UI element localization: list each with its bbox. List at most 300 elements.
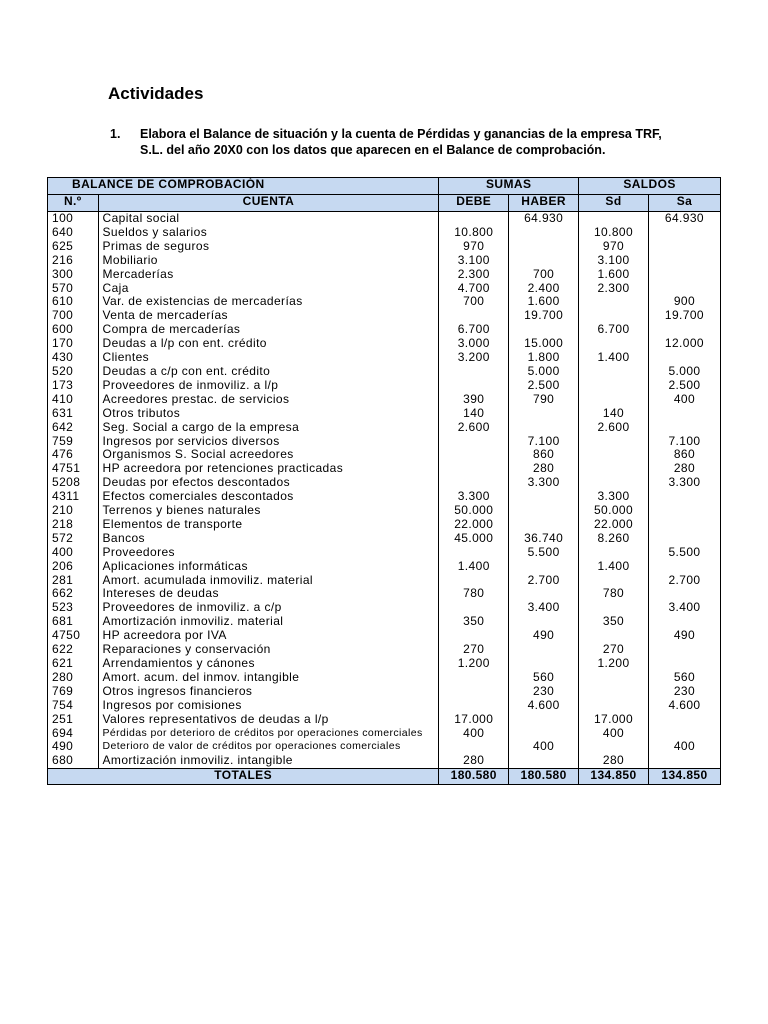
debe-value [439, 671, 509, 685]
account-name: Mobiliario [98, 254, 439, 268]
table-row [48, 601, 721, 615]
sd-value [579, 671, 649, 685]
account-name: Deudas a l/p con ent. crédito [98, 337, 439, 351]
table-row [48, 727, 721, 741]
totals-label: TOTALES [48, 769, 439, 785]
account-number: 520 [48, 365, 99, 379]
debe-value: 270 [439, 643, 509, 657]
account-name: Proveedores de inmoviliz. a l/p [98, 379, 439, 393]
account-number: 5208 [48, 476, 99, 490]
debe-value: 1.400 [439, 560, 509, 574]
sa-value: 560 [648, 671, 720, 685]
account-name: Deterioro de valor de créditos por operaciones comerciales [98, 740, 439, 754]
activity-statement [110, 126, 670, 158]
sumas-header: SUMAS [439, 178, 579, 195]
table-row [48, 615, 721, 629]
sd-value [579, 476, 649, 490]
account-name: Amort. acumulada inmoviliz. material [98, 574, 439, 588]
sd-value [579, 212, 649, 226]
account-name: Amort. acum. del inmov. intangible [98, 671, 439, 685]
sd-value [579, 629, 649, 643]
sd-value: 3.300 [579, 490, 649, 504]
table-row [48, 393, 721, 407]
debe-value: 780 [439, 587, 509, 601]
col-header-haber: HABER [509, 195, 579, 212]
sa-value: 64.930 [648, 212, 720, 226]
account-number: 173 [48, 379, 99, 393]
account-number: 170 [48, 337, 99, 351]
debe-value: 3.300 [439, 490, 509, 504]
debe-value: 10.800 [439, 226, 509, 240]
account-name: Amortización inmoviliz. material [98, 615, 439, 629]
account-name: Ingresos por comisiones [98, 699, 439, 713]
sa-value [648, 587, 720, 601]
table-row [48, 421, 721, 435]
account-name: HP acreedora por IVA [98, 629, 439, 643]
account-number: 640 [48, 226, 99, 240]
debe-value: 4.700 [439, 282, 509, 296]
sd-value: 10.800 [579, 226, 649, 240]
account-name: Caja [98, 282, 439, 296]
sa-value: 3.400 [648, 601, 720, 615]
account-number: 100 [48, 212, 99, 226]
account-name: Otros tributos [98, 407, 439, 421]
debe-value [439, 435, 509, 449]
col-header-sa: Sa [648, 195, 720, 212]
sa-value: 12.000 [648, 337, 720, 351]
account-name: Venta de mercaderías [98, 309, 439, 323]
account-number: 769 [48, 685, 99, 699]
haber-value: 700 [509, 268, 579, 282]
sa-value [648, 643, 720, 657]
sa-value [648, 727, 720, 741]
haber-value [509, 490, 579, 504]
table-row [48, 504, 721, 518]
account-name: Valores representativos de deudas a l/p [98, 713, 439, 727]
sa-value [648, 226, 720, 240]
table-row [48, 351, 721, 365]
account-number: 600 [48, 323, 99, 337]
sd-value [579, 462, 649, 476]
sd-value: 1.600 [579, 268, 649, 282]
sd-value [579, 309, 649, 323]
sa-value [648, 504, 720, 518]
haber-value: 490 [509, 629, 579, 643]
account-number: 400 [48, 546, 99, 560]
debe-value [439, 476, 509, 490]
account-name: Proveedores [98, 546, 439, 560]
table-row [48, 462, 721, 476]
table-row [48, 546, 721, 560]
account-number: 610 [48, 295, 99, 309]
sa-value [648, 518, 720, 532]
haber-value [509, 727, 579, 741]
account-name: Acreedores prestac. de servicios [98, 393, 439, 407]
account-name: Sueldos y salarios [98, 226, 439, 240]
total-sd: 134.850 [579, 769, 649, 785]
col-header-n: N.º [48, 195, 99, 212]
col-header-debe: DEBE [439, 195, 509, 212]
sd-value [579, 295, 649, 309]
table-row [48, 476, 721, 490]
activity-number: 1. [110, 127, 121, 141]
debe-value: 6.700 [439, 323, 509, 337]
sd-value: 970 [579, 240, 649, 254]
haber-value: 7.100 [509, 435, 579, 449]
sd-value: 6.700 [579, 323, 649, 337]
table-row [48, 407, 721, 421]
account-number: 694 [48, 727, 99, 741]
sa-value: 7.100 [648, 435, 720, 449]
table-row [48, 323, 721, 337]
table-row [48, 309, 721, 323]
table-row [48, 295, 721, 309]
table-row [48, 587, 721, 601]
debe-value: 390 [439, 393, 509, 407]
account-name: Primas de seguros [98, 240, 439, 254]
sd-value [579, 546, 649, 560]
table-row [48, 448, 721, 462]
account-number: 216 [48, 254, 99, 268]
account-number: 570 [48, 282, 99, 296]
debe-value: 50.000 [439, 504, 509, 518]
account-name: Reparaciones y conservación [98, 643, 439, 657]
table-group-header [48, 178, 721, 195]
sd-value: 3.100 [579, 254, 649, 268]
haber-value: 280 [509, 462, 579, 476]
table-row [48, 754, 721, 768]
sa-value [648, 254, 720, 268]
sa-value: 280 [648, 462, 720, 476]
sa-value: 5.000 [648, 365, 720, 379]
sd-value [579, 574, 649, 588]
haber-value [509, 407, 579, 421]
sa-value [648, 351, 720, 365]
haber-value: 2.500 [509, 379, 579, 393]
haber-value [509, 254, 579, 268]
account-number: 642 [48, 421, 99, 435]
debe-value [439, 462, 509, 476]
table-row [48, 268, 721, 282]
account-number: 251 [48, 713, 99, 727]
account-number: 206 [48, 560, 99, 574]
debe-value [439, 365, 509, 379]
sa-value: 2.700 [648, 574, 720, 588]
account-number: 4751 [48, 462, 99, 476]
haber-value: 3.400 [509, 601, 579, 615]
account-number: 523 [48, 601, 99, 615]
account-name: Ingresos por servicios diversos [98, 435, 439, 449]
table-row [48, 560, 721, 574]
account-number: 410 [48, 393, 99, 407]
account-name: Organismos S. Social acreedores [98, 448, 439, 462]
account-name: Otros ingresos financieros [98, 685, 439, 699]
table-title: BALANCE DE COMPROBACIÓN [48, 178, 439, 195]
sd-value: 1.400 [579, 560, 649, 574]
account-name: Seg. Social a cargo de la empresa [98, 421, 439, 435]
account-number: 572 [48, 532, 99, 546]
sd-value: 1.400 [579, 351, 649, 365]
debe-value: 140 [439, 407, 509, 421]
debe-value: 400 [439, 727, 509, 741]
debe-value [439, 379, 509, 393]
sd-value: 350 [579, 615, 649, 629]
table-row [48, 685, 721, 699]
account-number: 210 [48, 504, 99, 518]
account-number: 631 [48, 407, 99, 421]
account-number: 490 [48, 740, 99, 754]
debe-value: 17.000 [439, 713, 509, 727]
account-number: 4311 [48, 490, 99, 504]
haber-value [509, 615, 579, 629]
sd-value [579, 337, 649, 351]
balance-table [47, 177, 721, 785]
table-column-header [48, 195, 721, 212]
haber-value [509, 518, 579, 532]
sd-value [579, 699, 649, 713]
haber-value: 860 [509, 448, 579, 462]
sa-value [648, 754, 720, 768]
haber-value: 2.400 [509, 282, 579, 296]
table-row [48, 490, 721, 504]
sd-value [579, 365, 649, 379]
account-number: 681 [48, 615, 99, 629]
sd-value [579, 685, 649, 699]
debe-value [439, 309, 509, 323]
total-sa: 134.850 [648, 769, 720, 785]
sa-value: 860 [648, 448, 720, 462]
haber-value [509, 421, 579, 435]
sa-value [648, 240, 720, 254]
col-header-sd: Sd [579, 195, 649, 212]
haber-value: 2.700 [509, 574, 579, 588]
sd-value: 2.300 [579, 282, 649, 296]
account-number: 625 [48, 240, 99, 254]
table-row [48, 657, 721, 671]
debe-value [439, 601, 509, 615]
sd-value: 50.000 [579, 504, 649, 518]
account-number: 622 [48, 643, 99, 657]
sd-value [579, 740, 649, 754]
sa-value: 400 [648, 740, 720, 754]
sa-value [648, 657, 720, 671]
sd-value: 1.200 [579, 657, 649, 671]
account-name: Bancos [98, 532, 439, 546]
account-number: 281 [48, 574, 99, 588]
debe-value [439, 740, 509, 754]
sa-value: 490 [648, 629, 720, 643]
sd-value: 2.600 [579, 421, 649, 435]
sd-value [579, 393, 649, 407]
sa-value [648, 532, 720, 546]
haber-value: 36.740 [509, 532, 579, 546]
sa-value: 5.500 [648, 546, 720, 560]
account-number: 700 [48, 309, 99, 323]
total-haber: 180.580 [509, 769, 579, 785]
debe-value [439, 629, 509, 643]
haber-value [509, 643, 579, 657]
haber-value: 5.500 [509, 546, 579, 560]
sa-value [648, 713, 720, 727]
account-number: 759 [48, 435, 99, 449]
haber-value [509, 657, 579, 671]
account-name: Elementos de transporte [98, 518, 439, 532]
table-row [48, 671, 721, 685]
account-number: 300 [48, 268, 99, 282]
account-number: 280 [48, 671, 99, 685]
table-row [48, 713, 721, 727]
haber-value: 4.600 [509, 699, 579, 713]
sa-value [648, 490, 720, 504]
table-row [48, 240, 721, 254]
table-row [48, 518, 721, 532]
sd-value: 280 [579, 754, 649, 768]
sd-value [579, 448, 649, 462]
sd-value [579, 601, 649, 615]
sa-value: 19.700 [648, 309, 720, 323]
account-name: Clientes [98, 351, 439, 365]
account-name: Pérdidas por deterioro de créditos por operaciones comerciales [98, 727, 439, 741]
debe-value: 970 [439, 240, 509, 254]
haber-value: 230 [509, 685, 579, 699]
account-number: 430 [48, 351, 99, 365]
haber-value: 560 [509, 671, 579, 685]
sa-value [648, 560, 720, 574]
account-number: 621 [48, 657, 99, 671]
sa-value: 230 [648, 685, 720, 699]
debe-value: 3.200 [439, 351, 509, 365]
table-row [48, 212, 721, 226]
haber-value [509, 504, 579, 518]
account-name: Deudas por efectos descontados [98, 476, 439, 490]
sd-value: 22.000 [579, 518, 649, 532]
haber-value [509, 713, 579, 727]
table-row [48, 435, 721, 449]
haber-value [509, 226, 579, 240]
account-name: Mercaderías [98, 268, 439, 282]
debe-value: 1.200 [439, 657, 509, 671]
table-row [48, 365, 721, 379]
table-row [48, 740, 721, 754]
debe-value: 700 [439, 295, 509, 309]
debe-value: 22.000 [439, 518, 509, 532]
debe-value: 3.000 [439, 337, 509, 351]
table-body [48, 212, 721, 769]
sd-value: 17.000 [579, 713, 649, 727]
sa-value: 4.600 [648, 699, 720, 713]
account-number: 4750 [48, 629, 99, 643]
account-name: Compra de mercaderías [98, 323, 439, 337]
sa-value: 3.300 [648, 476, 720, 490]
account-name: Amortización inmoviliz. intangible [98, 754, 439, 768]
haber-value: 790 [509, 393, 579, 407]
table-row [48, 643, 721, 657]
sd-value [579, 435, 649, 449]
account-name: Capital social [98, 212, 439, 226]
account-number: 218 [48, 518, 99, 532]
haber-value: 64.930 [509, 212, 579, 226]
sd-value: 780 [579, 587, 649, 601]
haber-value: 1.600 [509, 295, 579, 309]
account-number: 476 [48, 448, 99, 462]
account-name: Intereses de deudas [98, 587, 439, 601]
haber-value: 400 [509, 740, 579, 754]
sd-value: 270 [579, 643, 649, 657]
totals-row [48, 769, 721, 785]
debe-value: 2.600 [439, 421, 509, 435]
sd-value: 140 [579, 407, 649, 421]
account-name: Aplicaciones informáticas [98, 560, 439, 574]
haber-value: 19.700 [509, 309, 579, 323]
sd-value: 8.260 [579, 532, 649, 546]
debe-value [439, 685, 509, 699]
sd-value [579, 379, 649, 393]
haber-value: 3.300 [509, 476, 579, 490]
total-debe: 180.580 [439, 769, 509, 785]
debe-value: 45.000 [439, 532, 509, 546]
debe-value: 2.300 [439, 268, 509, 282]
sa-value [648, 407, 720, 421]
debe-value: 350 [439, 615, 509, 629]
sa-value [648, 323, 720, 337]
debe-value [439, 574, 509, 588]
debe-value: 3.100 [439, 254, 509, 268]
sa-value [648, 615, 720, 629]
page-heading: Actividades [108, 84, 204, 103]
table-row [48, 699, 721, 713]
debe-value [439, 448, 509, 462]
table-row [48, 226, 721, 240]
debe-value [439, 546, 509, 560]
account-name: Terrenos y bienes naturales [98, 504, 439, 518]
account-number: 662 [48, 587, 99, 601]
account-number: 680 [48, 754, 99, 768]
saldos-header: SALDOS [579, 178, 721, 195]
sa-value [648, 282, 720, 296]
table-row [48, 629, 721, 643]
table-row [48, 282, 721, 296]
account-name: Efectos comerciales descontados [98, 490, 439, 504]
account-name: Arrendamientos y cánones [98, 657, 439, 671]
haber-value [509, 587, 579, 601]
sa-value [648, 421, 720, 435]
activity-text: Elabora el Balance de situación y la cuenta de Pérdidas y ganancias de la empresa TRF, S.L. del año 20X0 con los datos que aparecen en el Balance de comprobación. [140, 127, 662, 157]
table-row [48, 574, 721, 588]
sa-value: 2.500 [648, 379, 720, 393]
col-header-cuenta: CUENTA [98, 195, 439, 212]
debe-value [439, 212, 509, 226]
account-number: 754 [48, 699, 99, 713]
sa-value: 900 [648, 295, 720, 309]
account-name: Var. de existencias de mercaderías [98, 295, 439, 309]
haber-value [509, 240, 579, 254]
sd-value: 400 [579, 727, 649, 741]
table-row [48, 337, 721, 351]
account-name: Proveedores de inmoviliz. a c/p [98, 601, 439, 615]
sa-value [648, 268, 720, 282]
haber-value: 15.000 [509, 337, 579, 351]
sa-value: 400 [648, 393, 720, 407]
account-name: Deudas a c/p con ent. crédito [98, 365, 439, 379]
table-row [48, 254, 721, 268]
table-row [48, 379, 721, 393]
debe-value: 280 [439, 754, 509, 768]
haber-value [509, 323, 579, 337]
haber-value: 1.800 [509, 351, 579, 365]
account-name: HP acreedora por retenciones practicadas [98, 462, 439, 476]
haber-value [509, 560, 579, 574]
haber-value [509, 754, 579, 768]
